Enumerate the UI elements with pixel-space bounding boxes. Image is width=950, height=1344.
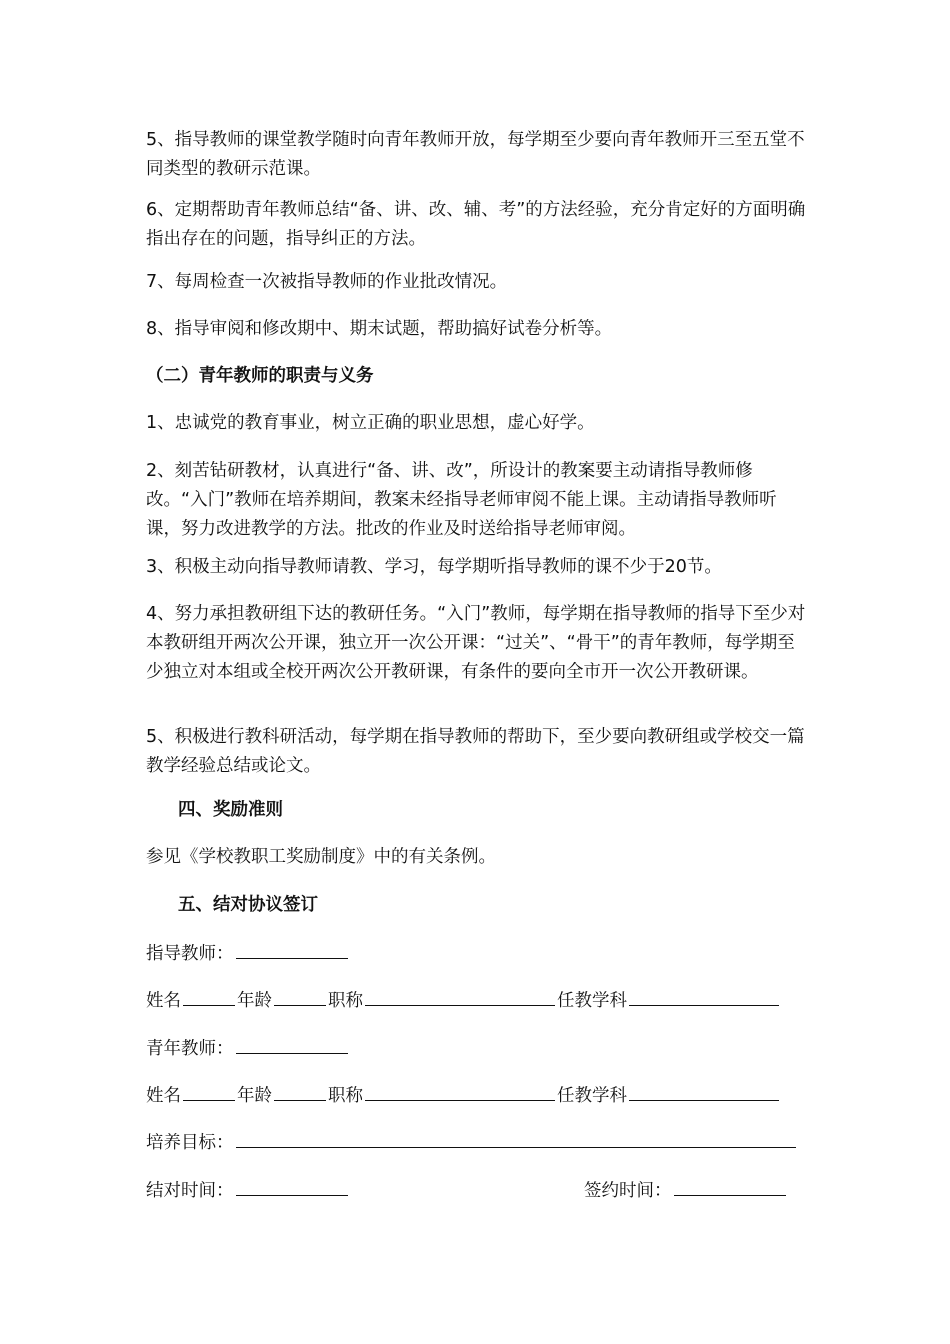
young-line [146, 1033, 350, 1064]
mentor-subject-blank[interactable] [629, 985, 779, 1006]
young-info-line [146, 1080, 781, 1111]
young-subject-blank[interactable] [629, 1080, 779, 1101]
section-four-text: 参见《学校教职工奖励制度》中的有关条例。 [146, 847, 496, 867]
mentor-name-blank[interactable] [183, 985, 235, 1006]
sign-time-line [584, 1175, 788, 1206]
goal-field[interactable] [236, 1127, 796, 1148]
mentor-age-label: 年龄 [237, 991, 272, 1011]
mentor-title-blank[interactable] [365, 985, 555, 1006]
young-subject-label: 任教学科 [557, 1086, 627, 1106]
young-name-field[interactable] [236, 1033, 348, 1054]
sign-time-field[interactable] [674, 1175, 786, 1196]
young-name-blank[interactable] [183, 1080, 235, 1101]
mentor-age-blank[interactable] [274, 985, 326, 1006]
mentor-name-field[interactable] [236, 938, 348, 959]
section-two-heading: （二）青年教师的职责与义务 [146, 366, 374, 386]
young-duty-2: 2、刻苦钻研教材，认真进行“备、讲、改”，所设计的教案要主动请指导教师修改。“入门”教师在培养期间，教案未经指导老师审阅不能上课。主动请指导教师听课，努力改进教学的方法。批改的作业及时送给指导老师审阅。 [146, 461, 777, 539]
sign-time-label: 签约时间： [584, 1181, 672, 1201]
young-duty-3: 3、积极主动向指导教师请教、学习，每学期听指导教师的课不少于20节。 [146, 557, 722, 577]
section-four-heading: 四、奖励准则 [178, 800, 283, 820]
goal-label: 培养目标： [146, 1133, 234, 1153]
young-title-blank[interactable] [365, 1080, 555, 1101]
young-duty-1: 1、忠诚党的教育事业，树立正确的职业思想，虚心好学。 [146, 413, 595, 433]
mentor-duty-8: 8、指导审阅和修改期中、期末试题，帮助搞好试卷分析等。 [146, 319, 613, 339]
mentor-subject-label: 任教学科 [557, 991, 627, 1011]
mentor-duty-5: 5、指导教师的课堂教学随时向青年教师开放，每学期至少要向青年教师开三至五堂不同类型的教研示范课。 [146, 130, 805, 179]
young-duty-5: 5、积极进行教科研活动，每学期在指导教师的帮助下，至少要向教研组或学校交一篇教学经验总结或论文。 [146, 727, 805, 776]
mentor-name-label: 姓名 [146, 991, 181, 1011]
section-five-heading: 五、结对协议签订 [178, 895, 318, 915]
young-age-label: 年龄 [237, 1086, 272, 1106]
young-label: 青年教师： [146, 1039, 234, 1059]
young-name-label: 姓名 [146, 1086, 181, 1106]
pair-time-field[interactable] [236, 1175, 348, 1196]
mentor-duty-6: 6、定期帮助青年教师总结“备、讲、改、辅、考”的方法经验，充分肯定好的方面明确指出存在的问题，指导纠正的方法。 [146, 200, 806, 249]
mentor-duty-7: 7、每周检查一次被指导教师的作业批改情况。 [146, 272, 508, 292]
young-title-label: 职称 [328, 1086, 363, 1106]
mentor-title-label: 职称 [328, 991, 363, 1011]
mentor-line [146, 938, 350, 969]
mentor-info-line [146, 985, 781, 1016]
pair-time-line [146, 1175, 350, 1206]
young-duty-4: 4、努力承担教研组下达的教研任务。“入门”教师，每学期在指导教师的指导下至少对本教研组开两次公开课，独立开一次公开课：“过关”、“骨干”的青年教师，每学期至少独立对本组或全校开两次公开教研课，有条件的要向全市开一次公开教研课。 [146, 604, 806, 682]
goal-line [146, 1127, 798, 1158]
young-age-blank[interactable] [274, 1080, 326, 1101]
pair-time-label: 结对时间： [146, 1181, 234, 1201]
mentor-label: 指导教师： [146, 944, 234, 964]
